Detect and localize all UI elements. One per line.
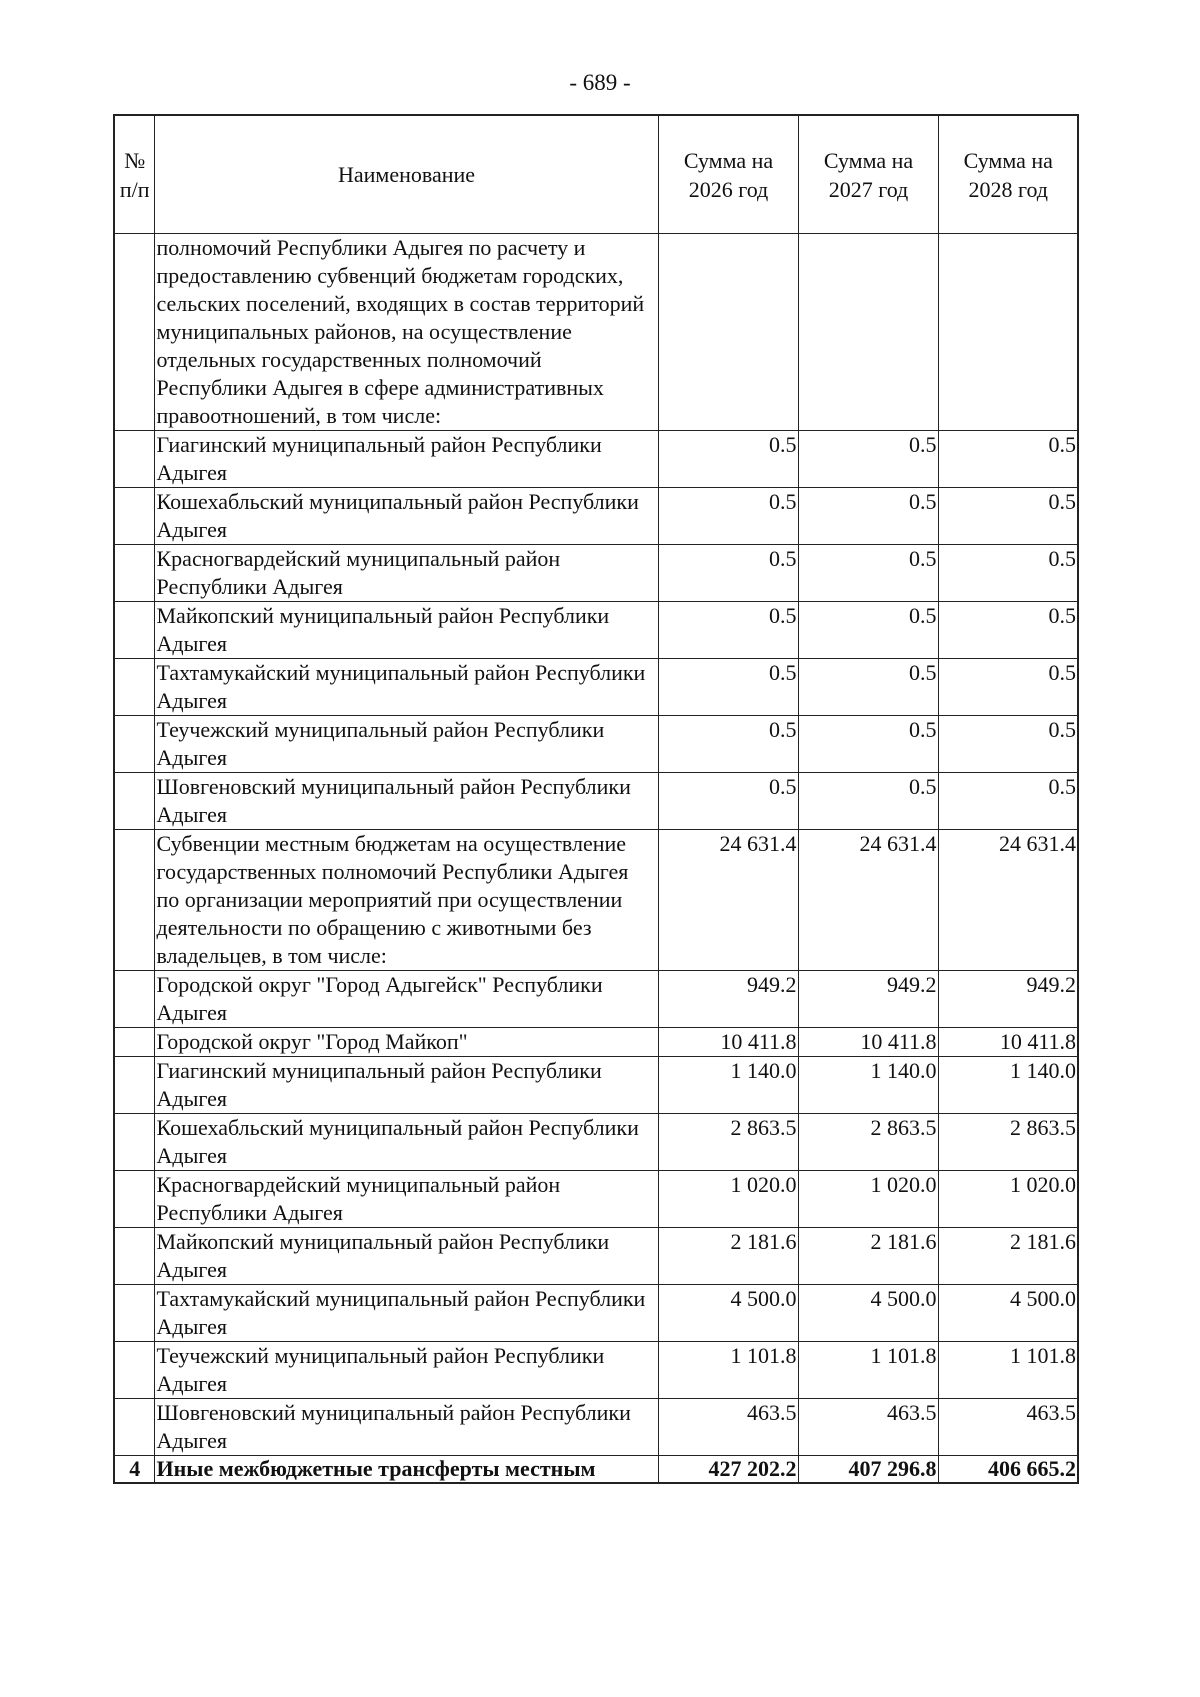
row-sum-2027: 0.5 (798, 545, 938, 602)
row-sum-2026: 0.5 (658, 773, 798, 830)
row-num (114, 1228, 154, 1285)
table-row (114, 1399, 1078, 1456)
row-sum-2028: 1 101.8 (938, 1342, 1078, 1399)
table-row (114, 1171, 1078, 1228)
row-sum-2028: 1 020.0 (938, 1171, 1078, 1228)
row-num (114, 1114, 154, 1171)
table-row (114, 545, 1078, 602)
row-name: Гиагинский муниципальный район Республики Адыгея (154, 431, 658, 488)
row-name: Красногвардейский муниципальный район Республики Адыгея (154, 545, 658, 602)
table-row (114, 716, 1078, 773)
header-sum-2028: Сумма на 2028 год (938, 115, 1078, 234)
table-row (114, 830, 1078, 971)
table-row (114, 1342, 1078, 1399)
row-sum-2026: 1 140.0 (658, 1057, 798, 1114)
table-row (114, 773, 1078, 830)
row-num (114, 1057, 154, 1114)
total-row-sum-2027: 407 296.8 (798, 1456, 938, 1484)
row-sum-2026: 0.5 (658, 602, 798, 659)
row-num (114, 1399, 154, 1456)
row-name: Субвенции местным бюджетам на осуществление государственных полномочий Республики Адыгея по организации мероприятий при осуществлении деятельности по обращению с животными без владельцев, в том числе: (154, 830, 658, 971)
row-name: Шовгеновский муниципальный район Республики Адыгея (154, 773, 658, 830)
row-sum-2027: 949.2 (798, 971, 938, 1028)
row-name: Тахтамукайский муниципальный район Республики Адыгея (154, 1285, 658, 1342)
row-name: Теучежский муниципальный район Республики Адыгея (154, 1342, 658, 1399)
table-header (114, 115, 1078, 234)
row-name: Кошехабльский муниципальный район Республики Адыгея (154, 1114, 658, 1171)
row-sum-2027 (798, 234, 938, 431)
row-num (114, 773, 154, 830)
row-name: Красногвардейский муниципальный район Республики Адыгея (154, 1171, 658, 1228)
row-sum-2026: 10 411.8 (658, 1028, 798, 1057)
row-sum-2027: 1 101.8 (798, 1342, 938, 1399)
row-sum-2027: 0.5 (798, 602, 938, 659)
row-sum-2028: 0.5 (938, 602, 1078, 659)
row-sum-2028: 463.5 (938, 1399, 1078, 1456)
total-row-sum-2026: 427 202.2 (658, 1456, 798, 1484)
row-name: полномочий Республики Адыгея по расчету и предоставлению субвенций бюджетам городских, сельских поселений, входящих в состав территорий муниципальных районов, на осуществление отдельных государственных полномочий Республики Адыгея в сфере административных правоотношений, в том числе: (154, 234, 658, 431)
row-sum-2027: 0.5 (798, 773, 938, 830)
table-row (114, 1028, 1078, 1057)
row-num (114, 971, 154, 1028)
row-sum-2028: 4 500.0 (938, 1285, 1078, 1342)
row-sum-2026: 463.5 (658, 1399, 798, 1456)
row-name: Кошехабльский муниципальный район Республики Адыгея (154, 488, 658, 545)
row-num (114, 1028, 154, 1057)
row-name: Теучежский муниципальный район Республики Адыгея (154, 716, 658, 773)
row-sum-2026: 2 181.6 (658, 1228, 798, 1285)
row-sum-2026: 2 863.5 (658, 1114, 798, 1171)
row-sum-2028: 0.5 (938, 659, 1078, 716)
row-sum-2028: 1 140.0 (938, 1057, 1078, 1114)
table-row (114, 1228, 1078, 1285)
row-num (114, 431, 154, 488)
row-sum-2027: 24 631.4 (798, 830, 938, 971)
table-row (114, 234, 1078, 431)
row-sum-2027: 4 500.0 (798, 1285, 938, 1342)
row-sum-2026: 0.5 (658, 431, 798, 488)
row-num (114, 234, 154, 431)
row-sum-2026: 24 631.4 (658, 830, 798, 971)
row-name: Шовгеновский муниципальный район Республики Адыгея (154, 1399, 658, 1456)
table-row (114, 1114, 1078, 1171)
budget-table (113, 114, 1079, 1484)
row-sum-2028: 0.5 (938, 545, 1078, 602)
page-number: - 689 - (569, 70, 631, 95)
row-sum-2027: 0.5 (798, 716, 938, 773)
row-sum-2026: 0.5 (658, 716, 798, 773)
row-sum-2027: 1 020.0 (798, 1171, 938, 1228)
header-sum-2026: Сумма на 2026 год (658, 115, 798, 234)
header-num: № п/п (114, 115, 154, 234)
row-sum-2026: 0.5 (658, 545, 798, 602)
table-row (114, 488, 1078, 545)
row-num (114, 716, 154, 773)
table-body (114, 234, 1078, 1484)
total-row-sum-2028: 406 665.2 (938, 1456, 1078, 1484)
row-sum-2027: 0.5 (798, 488, 938, 545)
header-sum-2027: Сумма на 2027 год (798, 115, 938, 234)
total-row-num: 4 (114, 1456, 154, 1484)
table-row (114, 1057, 1078, 1114)
row-sum-2028: 949.2 (938, 971, 1078, 1028)
total-row-name: Иные межбюджетные трансферты местным (154, 1456, 658, 1484)
row-sum-2028: 10 411.8 (938, 1028, 1078, 1057)
row-sum-2027: 2 863.5 (798, 1114, 938, 1171)
row-name: Майкопский муниципальный район Республики Адыгея (154, 1228, 658, 1285)
row-name: Тахтамукайский муниципальный район Республики Адыгея (154, 659, 658, 716)
row-num (114, 1285, 154, 1342)
row-sum-2026: 0.5 (658, 488, 798, 545)
row-sum-2028: 24 631.4 (938, 830, 1078, 971)
row-sum-2028: 0.5 (938, 773, 1078, 830)
row-num (114, 659, 154, 716)
row-num (114, 545, 154, 602)
row-sum-2026 (658, 234, 798, 431)
row-sum-2026: 1 101.8 (658, 1342, 798, 1399)
table-row (114, 971, 1078, 1028)
table-row (114, 431, 1078, 488)
row-sum-2027: 10 411.8 (798, 1028, 938, 1057)
row-sum-2027: 0.5 (798, 431, 938, 488)
row-sum-2027: 2 181.6 (798, 1228, 938, 1285)
row-sum-2026: 4 500.0 (658, 1285, 798, 1342)
table-row (114, 602, 1078, 659)
row-num (114, 1171, 154, 1228)
table-row (114, 659, 1078, 716)
row-name: Городской округ "Город Майкоп" (154, 1028, 658, 1057)
row-name: Городской округ "Город Адыгейск" Республики Адыгея (154, 971, 658, 1028)
row-num (114, 830, 154, 971)
row-sum-2028 (938, 234, 1078, 431)
row-name: Гиагинский муниципальный район Республики Адыгея (154, 1057, 658, 1114)
row-sum-2028: 0.5 (938, 716, 1078, 773)
table-row (114, 1285, 1078, 1342)
row-name: Майкопский муниципальный район Республики Адыгея (154, 602, 658, 659)
row-sum-2027: 1 140.0 (798, 1057, 938, 1114)
row-num (114, 1342, 154, 1399)
row-sum-2027: 0.5 (798, 659, 938, 716)
total-row (114, 1456, 1078, 1484)
row-sum-2028: 0.5 (938, 431, 1078, 488)
row-sum-2027: 463.5 (798, 1399, 938, 1456)
row-sum-2026: 949.2 (658, 971, 798, 1028)
row-sum-2026: 0.5 (658, 659, 798, 716)
row-sum-2028: 2 863.5 (938, 1114, 1078, 1171)
row-num (114, 602, 154, 659)
row-sum-2026: 1 020.0 (658, 1171, 798, 1228)
row-sum-2028: 0.5 (938, 488, 1078, 545)
header-name: Наименование (154, 115, 658, 234)
row-sum-2028: 2 181.6 (938, 1228, 1078, 1285)
row-num (114, 488, 154, 545)
